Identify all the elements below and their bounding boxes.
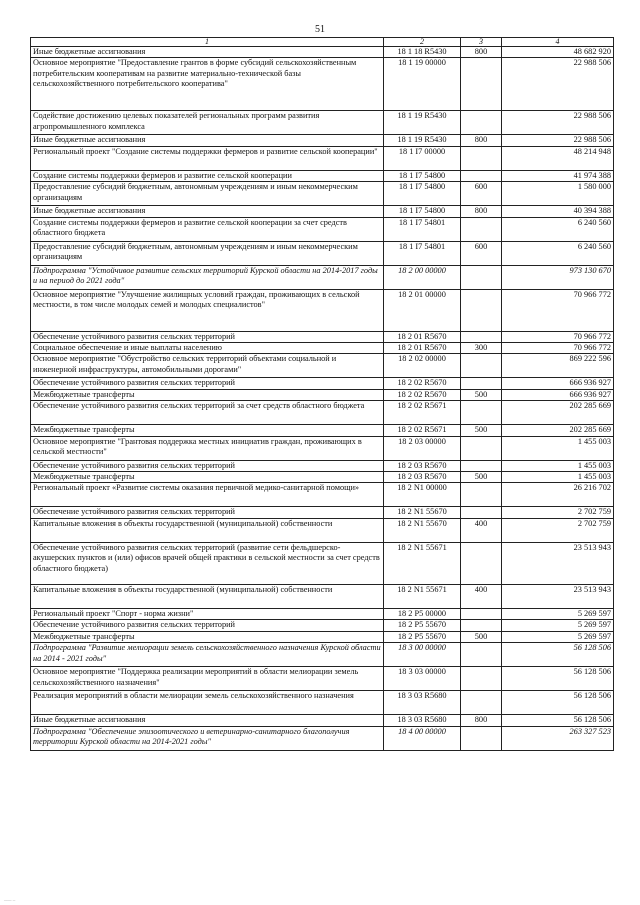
cell-name: Иные бюджетные ассигнования [31, 206, 384, 217]
cell-sum: 56 128 506 [502, 715, 614, 726]
cell-code: 18 2 03 R5670 [384, 460, 461, 471]
cell-vr [461, 507, 502, 518]
cell-vr [461, 620, 502, 631]
header-cell-vr: 3 [461, 38, 502, 47]
cell-sum: 70 966 772 [502, 331, 614, 342]
table-row [31, 389, 614, 400]
cell-code: 18 2 02 R5670 [384, 389, 461, 400]
cell-name: Обеспечение устойчивого развития сельских территорий [31, 331, 384, 342]
table-row [31, 584, 614, 608]
cell-code: 18 3 03 R5680 [384, 715, 461, 726]
cell-code: 18 1 I7 00000 [384, 146, 461, 170]
cell-name: Региональный проект "Создание системы поддержки фермеров и развитие сельской кооперации" [31, 146, 384, 170]
cell-vr: 300 [461, 343, 502, 354]
cell-code: 18 2 02 R5671 [384, 425, 461, 436]
cell-name: Региональный проект "Спорт - норма жизни" [31, 608, 384, 619]
cell-name: Основное мероприятие "Улучшение жилищных условий граждан, проживающих в сельской местности, в том числе молодых семей и молодых специалистов" [31, 289, 384, 331]
table-row [31, 472, 614, 483]
table-header-row [31, 38, 614, 47]
cell-name: Содействие достижению целевых показателей региональных программ развития агропромышленного комплекса [31, 111, 384, 135]
cell-vr [461, 111, 502, 135]
table-row [31, 667, 614, 691]
cell-sum: 2 702 759 [502, 518, 614, 542]
cell-sum: 263 327 523 [502, 726, 614, 750]
cell-vr [461, 58, 502, 111]
cell-vr: 500 [461, 389, 502, 400]
cell-sum: 22 988 506 [502, 58, 614, 111]
cell-name: Подпрограмма "Устойчивое развитие сельских территорий Курской области на 2014-2017 годы и на период до 2021 года" [31, 265, 384, 289]
cell-vr [461, 217, 502, 241]
cell-vr [461, 691, 502, 715]
cell-sum: 1 455 003 [502, 436, 614, 460]
cell-name: Обеспечение устойчивого развития сельских территорий за счет средств областного бюджета [31, 401, 384, 425]
table-row [31, 47, 614, 58]
corner-mark: ___ _ [4, 897, 16, 902]
cell-name: Основное мероприятие "Грантовая поддержка местных инициатив граждан, проживающих в сельской местности" [31, 436, 384, 460]
table-row [31, 691, 614, 715]
cell-code: 18 1 19 R5430 [384, 135, 461, 146]
table-row [31, 241, 614, 265]
cell-name: Основное мероприятие "Обустройство сельских территорий объектами социальной и инженерной инфраструктуры, автомобильными дорогами" [31, 354, 384, 378]
table-row [31, 425, 614, 436]
table-row [31, 483, 614, 507]
cell-sum: 202 285 669 [502, 425, 614, 436]
cell-vr: 500 [461, 425, 502, 436]
cell-code: 18 1 18 R5430 [384, 47, 461, 58]
cell-sum: 5 269 597 [502, 608, 614, 619]
cell-vr: 600 [461, 182, 502, 206]
table-row [31, 643, 614, 667]
cell-sum: 70 966 772 [502, 289, 614, 331]
header-cell-name: 1 [31, 38, 384, 47]
cell-vr [461, 289, 502, 331]
cell-sum: 1 455 003 [502, 472, 614, 483]
cell-code: 18 3 03 R5680 [384, 691, 461, 715]
cell-sum: 22 988 506 [502, 111, 614, 135]
cell-vr [461, 483, 502, 507]
cell-sum: 48 214 948 [502, 146, 614, 170]
cell-sum: 869 222 596 [502, 354, 614, 378]
cell-code: 18 2 N1 00000 [384, 483, 461, 507]
table-row [31, 182, 614, 206]
cell-code: 18 2 01 R5670 [384, 331, 461, 342]
cell-vr: 600 [461, 241, 502, 265]
cell-vr: 800 [461, 206, 502, 217]
table-row [31, 343, 614, 354]
cell-name: Иные бюджетные ассигнования [31, 47, 384, 58]
table-row [31, 265, 614, 289]
table-row [31, 217, 614, 241]
cell-vr: 400 [461, 584, 502, 608]
cell-code: 18 2 P5 55670 [384, 620, 461, 631]
table-row [31, 135, 614, 146]
table-row [31, 378, 614, 389]
cell-vr [461, 401, 502, 425]
cell-code: 18 2 02 R5671 [384, 401, 461, 425]
cell-code: 18 1 I7 54800 [384, 182, 461, 206]
cell-code: 18 2 01 R5670 [384, 343, 461, 354]
table-row [31, 436, 614, 460]
cell-code: 18 1 I7 54801 [384, 217, 461, 241]
table-row [31, 620, 614, 631]
cell-vr [461, 170, 502, 181]
cell-name: Обеспечение устойчивого развития сельских территорий [31, 620, 384, 631]
table-row [31, 58, 614, 111]
cell-sum: 56 128 506 [502, 691, 614, 715]
table-row [31, 460, 614, 471]
cell-name: Обеспечение устойчивого развития сельских территорий (развитие сети фельдшерско-акушерских пунктов и (или) офисов врачей общей практики в сельской местности за счет средств областного бюджета) [31, 542, 384, 584]
cell-code: 18 4 00 00000 [384, 726, 461, 750]
cell-vr [461, 265, 502, 289]
cell-name: Реализация мероприятий в области мелиорации земель сельскохозяйственного назначения [31, 691, 384, 715]
cell-vr [461, 378, 502, 389]
cell-sum: 5 269 597 [502, 620, 614, 631]
cell-name: Межбюджетные трансферты [31, 425, 384, 436]
cell-code: 18 3 03 00000 [384, 667, 461, 691]
table-row [31, 289, 614, 331]
cell-code: 18 1 I7 54800 [384, 206, 461, 217]
cell-code: 18 2 N1 55670 [384, 518, 461, 542]
cell-name: Обеспечение устойчивого развития сельских территорий [31, 460, 384, 471]
cell-code: 18 2 03 00000 [384, 436, 461, 460]
cell-sum: 1 455 003 [502, 460, 614, 471]
cell-sum: 40 394 388 [502, 206, 614, 217]
cell-code: 18 2 01 00000 [384, 289, 461, 331]
cell-sum: 41 974 388 [502, 170, 614, 181]
cell-code: 18 2 P5 00000 [384, 608, 461, 619]
cell-sum: 70 966 772 [502, 343, 614, 354]
cell-sum: 56 128 506 [502, 643, 614, 667]
cell-vr [461, 436, 502, 460]
page-number: 51 [315, 24, 325, 35]
cell-code: 18 2 02 R5670 [384, 378, 461, 389]
cell-vr: 400 [461, 518, 502, 542]
table-row [31, 401, 614, 425]
cell-name: Предоставление субсидий бюджетным, автономным учреждениям и иным некоммерческим организациям [31, 241, 384, 265]
cell-sum: 48 682 920 [502, 47, 614, 58]
table-row [31, 354, 614, 378]
cell-name: Межбюджетные трансферты [31, 389, 384, 400]
cell-name: Региональный проект «Развитие системы оказания первичной медико-санитарной помощи» [31, 483, 384, 507]
cell-vr: 800 [461, 47, 502, 58]
cell-vr [461, 354, 502, 378]
cell-name: Предоставление субсидий бюджетным, автономным учреждениям и иным некоммерческим организациям [31, 182, 384, 206]
budget-table [30, 37, 614, 751]
cell-sum: 666 936 927 [502, 389, 614, 400]
cell-name: Иные бюджетные ассигнования [31, 135, 384, 146]
cell-code: 18 1 I7 54800 [384, 170, 461, 181]
table-row [31, 542, 614, 584]
cell-name: Основное мероприятие "Поддержка реализации мероприятий в области мелиорации земель сельскохозяйственного назначения" [31, 667, 384, 691]
cell-sum: 5 269 597 [502, 631, 614, 642]
cell-code: 18 2 02 00000 [384, 354, 461, 378]
cell-vr: 800 [461, 715, 502, 726]
cell-vr [461, 542, 502, 584]
cell-name: Межбюджетные трансферты [31, 631, 384, 642]
cell-sum: 2 702 759 [502, 507, 614, 518]
cell-vr [461, 608, 502, 619]
cell-name: Создание системы поддержки фермеров и развитие сельской кооперации [31, 170, 384, 181]
cell-name: Обеспечение устойчивого развития сельских территорий [31, 378, 384, 389]
cell-code: 18 2 03 R5670 [384, 472, 461, 483]
cell-code: 18 2 N1 55670 [384, 507, 461, 518]
cell-sum: 23 513 943 [502, 542, 614, 584]
cell-vr: 800 [461, 135, 502, 146]
cell-vr [461, 643, 502, 667]
table-row [31, 631, 614, 642]
cell-sum: 6 240 560 [502, 241, 614, 265]
cell-sum: 22 988 506 [502, 135, 614, 146]
table-row [31, 331, 614, 342]
header-cell-code: 2 [384, 38, 461, 47]
table-row [31, 170, 614, 181]
table-row [31, 726, 614, 750]
cell-code: 18 2 00 00000 [384, 265, 461, 289]
cell-name: Социальное обеспечение и иные выплаты населению [31, 343, 384, 354]
cell-sum: 23 513 943 [502, 584, 614, 608]
cell-name: Межбюджетные трансферты [31, 472, 384, 483]
table-row [31, 146, 614, 170]
cell-sum: 1 580 000 [502, 182, 614, 206]
cell-sum: 6 240 560 [502, 217, 614, 241]
table-body [31, 47, 614, 751]
cell-vr: 500 [461, 472, 502, 483]
header-cell-sum: 4 [502, 38, 614, 47]
cell-sum: 56 128 506 [502, 667, 614, 691]
cell-vr [461, 667, 502, 691]
cell-code: 18 1 19 R5430 [384, 111, 461, 135]
cell-name: Иные бюджетные ассигнования [31, 715, 384, 726]
cell-code: 18 1 19 00000 [384, 58, 461, 111]
cell-code: 18 1 I7 54801 [384, 241, 461, 265]
table-row [31, 507, 614, 518]
cell-sum: 202 285 669 [502, 401, 614, 425]
cell-code: 18 3 00 00000 [384, 643, 461, 667]
cell-name: Обеспечение устойчивого развития сельских территорий [31, 507, 384, 518]
cell-vr [461, 146, 502, 170]
cell-sum: 26 216 702 [502, 483, 614, 507]
cell-code: 18 2 N1 55671 [384, 584, 461, 608]
cell-name: Подпрограмма "Обеспечение эпизоотического и ветеринарно-санитарного благополучия территории Курской области на 2014-2021 годы" [31, 726, 384, 750]
cell-sum: 973 130 670 [502, 265, 614, 289]
cell-name: Основное мероприятие "Предоставление грантов в форме субсидий сельскохозяйственным потребительским кооперативам на развитие материально-технической базы сельскохозяйственного потребительского кооператива" [31, 58, 384, 111]
table-row [31, 206, 614, 217]
table-row [31, 608, 614, 619]
cell-code: 18 2 P5 55670 [384, 631, 461, 642]
table-row [31, 715, 614, 726]
cell-vr [461, 331, 502, 342]
cell-name: Капитальные вложения в объекты государственной (муниципальной) собственности [31, 584, 384, 608]
cell-vr [461, 726, 502, 750]
cell-sum: 666 936 927 [502, 378, 614, 389]
table-row [31, 111, 614, 135]
cell-name: Подпрограмма "Развитие мелиорации земель сельскохозяйственного назначения Курской области на 2014 - 2021 годы" [31, 643, 384, 667]
cell-name: Создание системы поддержки фермеров и развитие сельской кооперации за счет средств областного бюджета [31, 217, 384, 241]
cell-name: Капитальные вложения в объекты государственной (муниципальной) собственности [31, 518, 384, 542]
cell-vr [461, 460, 502, 471]
cell-code: 18 2 N1 55671 [384, 542, 461, 584]
cell-vr: 500 [461, 631, 502, 642]
table-row [31, 518, 614, 542]
